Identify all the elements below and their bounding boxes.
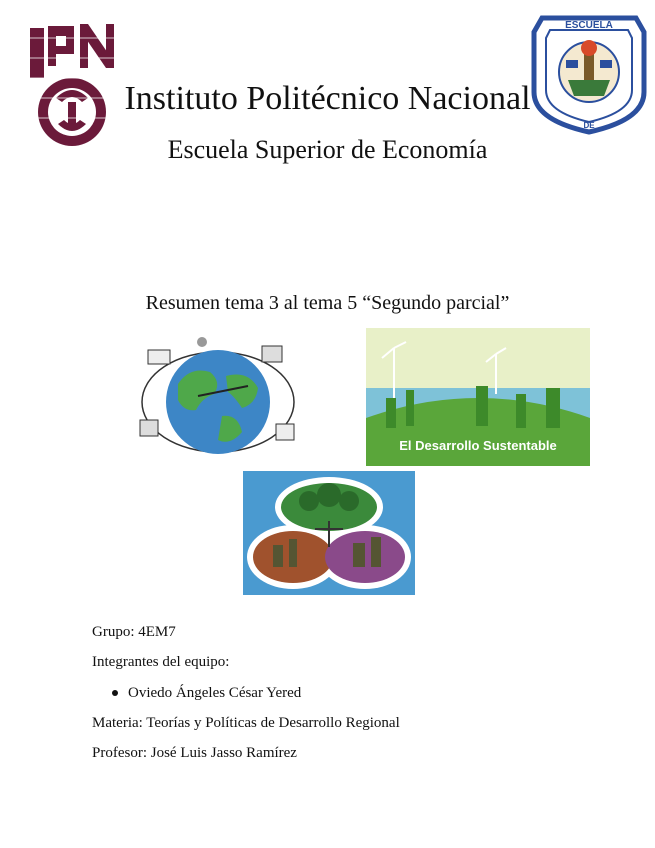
team-members-label: Integrantes del equipo: (92, 654, 230, 670)
team-member-item (112, 683, 301, 703)
globe-trade-illustration (138, 336, 298, 462)
svg-text:ESCUELA: ESCUELA (565, 20, 613, 31)
subject-label: Materia: Teorías y Políticas de Desarrollo Regional (92, 715, 400, 731)
svg-text:DE: DE (583, 121, 595, 130)
page-subtitle: Escuela Superior de Economía (167, 135, 488, 164)
environment-balance-illustration (243, 471, 415, 595)
page-title: Instituto Politécnico Nacional (124, 80, 531, 117)
professor-label: Profesor: José Luis Jasso Ramírez (92, 745, 297, 761)
banner-text: El Desarrollo Sustentable (399, 438, 557, 453)
group-label: Grupo: 4EM7 (92, 624, 176, 640)
sustainable-development-image (366, 328, 590, 466)
document-heading: Resumen tema 3 al tema 5 “Segundo parcial” (145, 292, 510, 314)
bullet-icon (112, 690, 118, 696)
team-member-name: Oviedo Ángeles César Yered (128, 685, 302, 701)
